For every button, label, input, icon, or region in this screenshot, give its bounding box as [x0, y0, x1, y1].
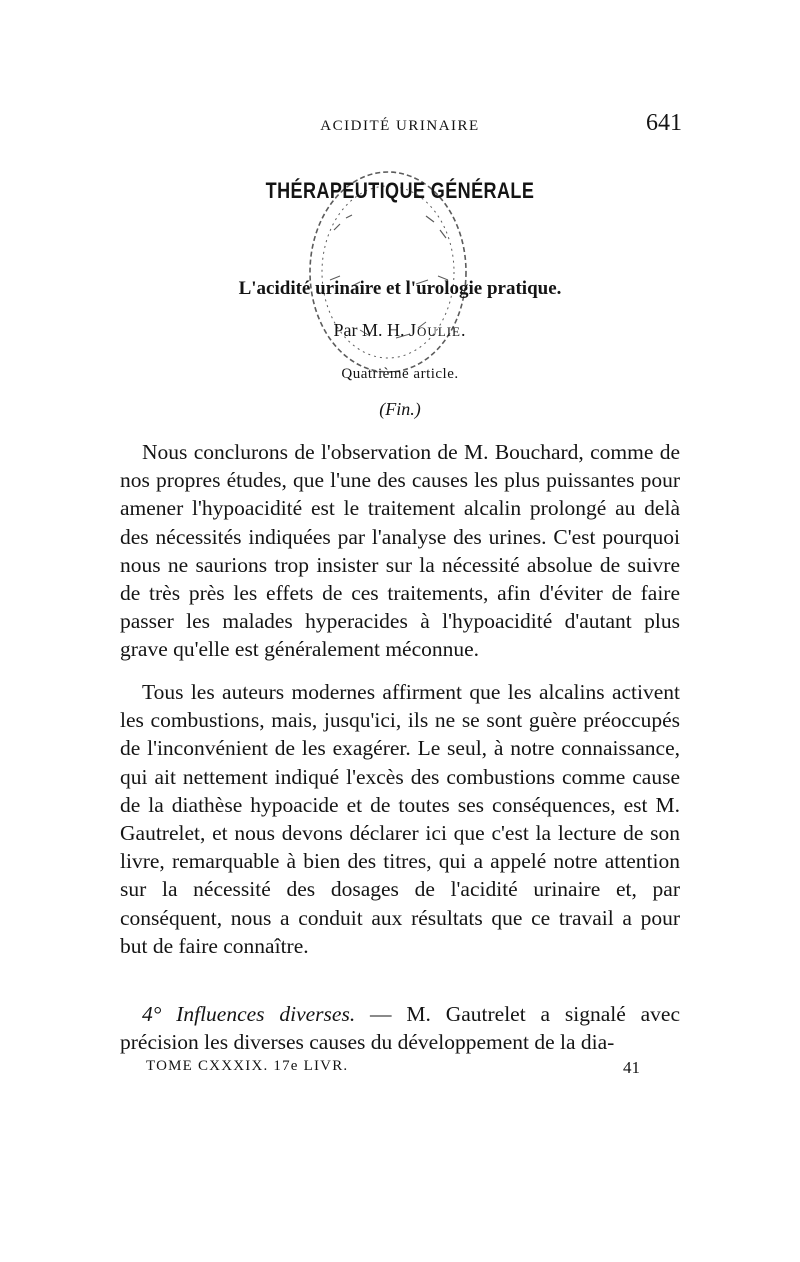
- footer-volume: TOME CXXXIX. 17e LIVR.: [146, 1058, 349, 1074]
- article-fin: (Fin.): [379, 399, 421, 419]
- paragraph-1: [120, 438, 680, 664]
- article-author: [0, 320, 800, 341]
- section-4-text: [120, 1000, 680, 1056]
- section-4-heading: 4° Influences diverses.: [142, 1002, 356, 1026]
- running-title: ACIDITÉ URINAIRE: [320, 118, 480, 134]
- article-title: L'acidité urinaire et l'urologie pratique.: [238, 278, 562, 299]
- paragraph-text: Tous les auteurs modernes affirment que les alcalins activent les combustions, mais, jusqu'ici, ils ne se sont guère préoccupés de l'inconvénient de les exagérer. Le seul, à notre connaissance, qui ait nettement indiqué l'excès des combustions comme cause de la diathèse hypoacide et de toutes ses conséquences, est M. Gautrelet, et nous devons déclarer ici que c'est la lecture de son livre, remarquable à bien des titres, qui a appelé notre attention sur la nécessité des dosages de l'acidité urinaire et, par conséquent, nous a conduit aux résultats que ce travail a pour but de faire connaître.: [120, 680, 680, 958]
- section-4-body: — M. Gautrelet a signalé avec précision les diverses causes du développement de la dia-: [120, 1002, 681, 1055]
- page-footer: [0, 1058, 800, 1084]
- footer-signature: 41: [623, 1058, 640, 1077]
- page-number: 641: [646, 110, 682, 136]
- article-instalment: Quatrième article.: [341, 366, 459, 382]
- author-name: Joulie.: [409, 320, 467, 340]
- paragraph-text: Nous conclurons de l'observation de M. Bouchard, comme de nos propres études, que l'une des causes les plus puissantes pour amener l'hypoacidité est le traitement alcalin prolongé au delà des nécessités indiquées par l'analyse des urines. C'est pourquoi nous ne saurions trop insister sur la nécessité absolue de suivre de très près les effets de ces traitements, afin d'éviter de faire passer les malades hyperacides à l'hypoacidité d'autant plus grave qu'elle est généralement méconnue.: [120, 440, 680, 662]
- section-title: THÉRAPEUTIQUE GÉNÉRALE: [265, 178, 535, 203]
- paragraph-2: [120, 678, 680, 960]
- section-4-paragraph: [120, 1000, 680, 1056]
- running-head: [0, 110, 800, 140]
- author-prefix: Par M. H.: [333, 320, 405, 340]
